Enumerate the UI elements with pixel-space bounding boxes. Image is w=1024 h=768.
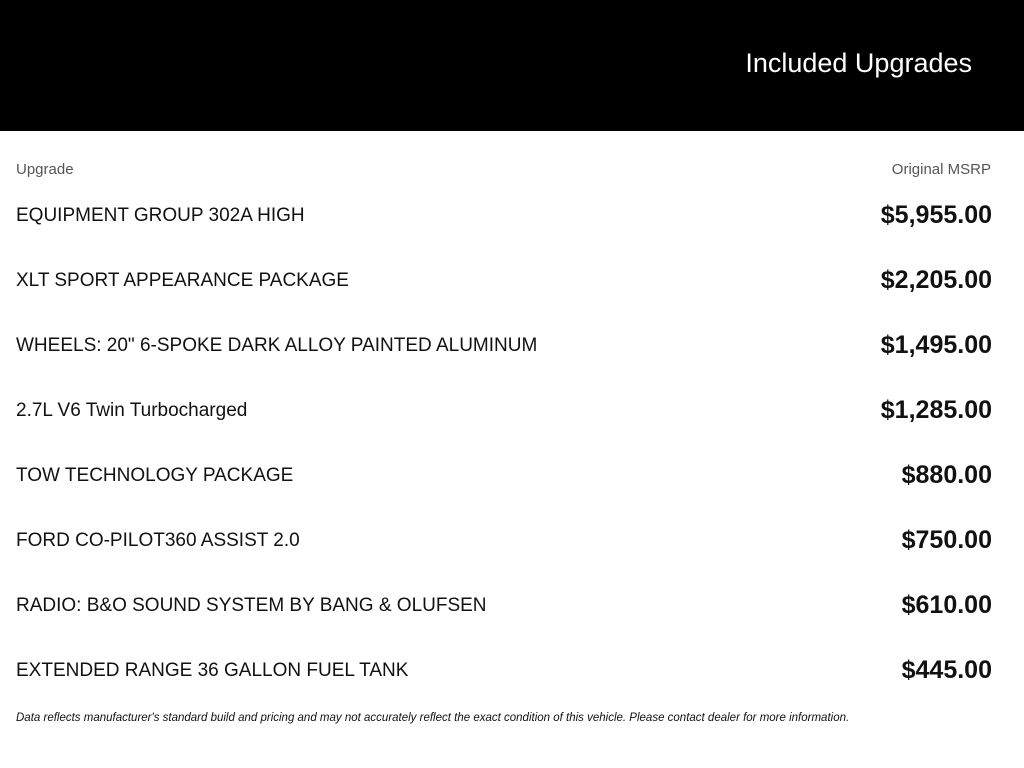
- upgrade-name: RADIO: B&O SOUND SYSTEM BY BANG & OLUFSEN: [16, 595, 487, 616]
- upgrades-list: [0, 184, 1024, 704]
- upgrade-price: $750.00: [901, 526, 992, 554]
- upgrade-name: EXTENDED RANGE 36 GALLON FUEL TANK: [16, 660, 409, 681]
- upgrade-name: XLT SPORT APPEARANCE PACKAGE: [16, 270, 349, 291]
- list-item: [0, 379, 1024, 444]
- column-header-msrp: Original MSRP: [891, 161, 991, 178]
- upgrade-price: $610.00: [901, 591, 992, 619]
- disclaimer-text: Data reflects manufacturer's standard build and pricing and may not accurately reflect the exact condition of this vehicle. Please contact dealer for more information.: [16, 712, 850, 724]
- upgrade-name: 2.7L V6 Twin Turbocharged: [16, 400, 248, 421]
- list-item: [0, 509, 1024, 574]
- upgrade-price: $445.00: [901, 656, 992, 684]
- upgrade-price: $880.00: [901, 461, 992, 489]
- upgrade-price: $1,495.00: [880, 331, 992, 359]
- header-bar: [0, 0, 1024, 131]
- column-header-upgrade: Upgrade: [16, 161, 74, 178]
- list-item: [0, 574, 1024, 639]
- upgrade-name: EQUIPMENT GROUP 302A HIGH: [16, 205, 305, 226]
- upgrade-price: $2,205.00: [880, 266, 992, 294]
- upgrade-price: $1,285.00: [880, 396, 992, 424]
- list-item: [0, 249, 1024, 314]
- list-item: [0, 444, 1024, 509]
- page-title: Included Upgrades: [745, 48, 972, 78]
- upgrade-name: WHEELS: 20" 6-SPOKE DARK ALLOY PAINTED ALUMINUM: [16, 335, 538, 356]
- upgrade-name: FORD CO-PILOT360 ASSIST 2.0: [16, 530, 300, 551]
- list-item: [0, 639, 1024, 704]
- list-item: [0, 184, 1024, 249]
- upgrade-name: TOW TECHNOLOGY PACKAGE: [16, 465, 294, 486]
- list-item: [0, 314, 1024, 379]
- upgrade-price: $5,955.00: [880, 201, 992, 229]
